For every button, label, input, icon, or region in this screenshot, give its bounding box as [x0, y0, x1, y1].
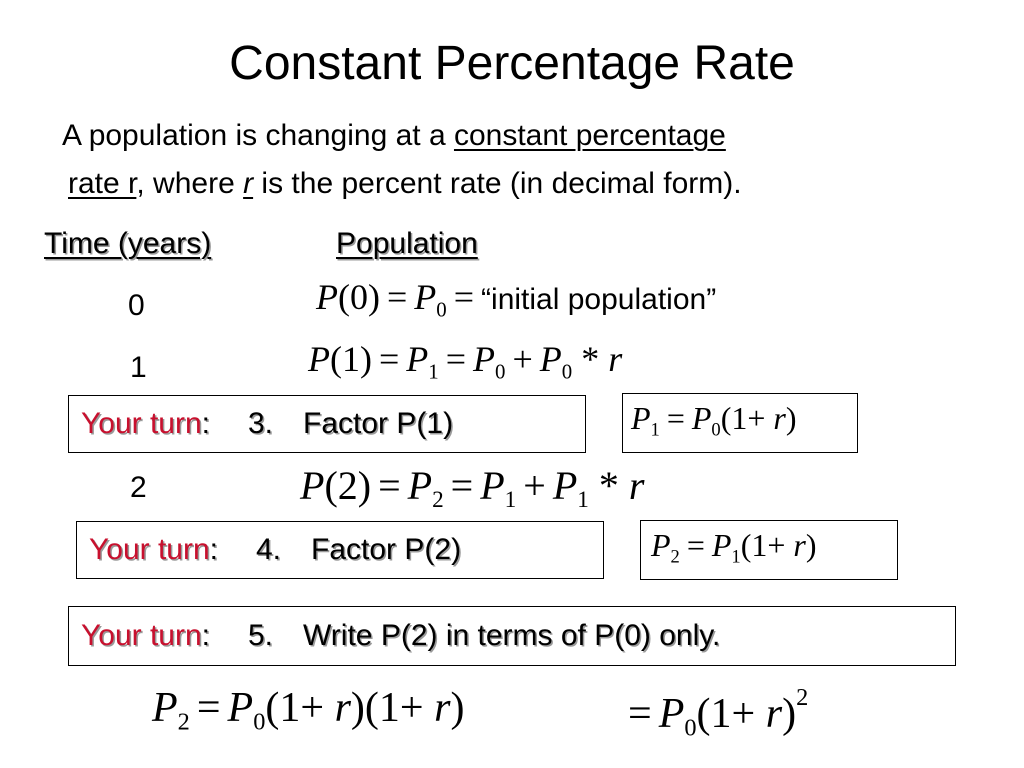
- task-number: 4.: [256, 533, 282, 566]
- column-header-time: [44, 224, 211, 264]
- rate-r-term: [68, 167, 136, 200]
- your-turn-box-5: [68, 606, 956, 666]
- column-header-time-text: Time (years): [44, 227, 212, 260]
- task-text: Factor P(1): [303, 407, 454, 440]
- your-turn-colon: :: [209, 533, 218, 566]
- your-turn-label: Your turn: [81, 619, 202, 652]
- equation-p2: $P(2) = P_2 = P_1 + P_1 * r$: [300, 463, 645, 514]
- initial-population-label: “initial population”: [481, 283, 717, 316]
- your-turn-box-3: [68, 395, 586, 453]
- answer-box-3: [622, 393, 858, 453]
- r-variable: r: [243, 167, 254, 200]
- time-2: 2: [130, 471, 147, 504]
- intro-text-2: , where: [136, 167, 244, 200]
- task-number: 5.: [248, 619, 274, 652]
- intro-paragraph: [62, 112, 962, 208]
- slide-title: Constant Percentage Rate: [229, 37, 795, 90]
- your-turn-colon: :: [201, 407, 210, 440]
- your-turn-label: Your turn: [89, 533, 210, 566]
- intro-text-3: is the percent rate (in decimal form).: [253, 167, 742, 200]
- time-0: 0: [128, 289, 145, 322]
- your-turn-label: Your turn: [81, 407, 202, 440]
- time-1: 1: [130, 351, 147, 384]
- equation-p1: $P(1) = P_1 = P_0 + P_0 * r$: [308, 339, 623, 384]
- answer-box-4: [640, 520, 898, 580]
- column-header-population-text: Population: [336, 227, 478, 260]
- equation-p2-squared: = $P_0(1+ r)^2$: [628, 684, 809, 742]
- intro-text-1: A population is changing at a: [62, 119, 454, 152]
- answer-p2-factored: $P_2 = P_1(1+ r)$: [651, 527, 817, 568]
- equation-p0: $P(0) = P_0$ = “initial population”: [316, 277, 717, 322]
- answer-p1-factored: $P_1 = P_0(1+ r)$: [631, 400, 797, 441]
- rate-r-text: rate r: [68, 167, 137, 200]
- equation-p2-expanded: $P_2 = P_0(1+ r)(1+ r)$: [152, 685, 465, 736]
- task-text: Write P(2) in terms of P(0) only.: [303, 619, 721, 652]
- task-number: 3.: [248, 407, 274, 440]
- your-turn-box-4: [76, 521, 604, 579]
- task-text: Factor P(2): [311, 533, 462, 566]
- column-header-population: [336, 224, 478, 264]
- constant-percentage-term: constant percentage: [453, 119, 726, 152]
- your-turn-colon: :: [201, 619, 210, 652]
